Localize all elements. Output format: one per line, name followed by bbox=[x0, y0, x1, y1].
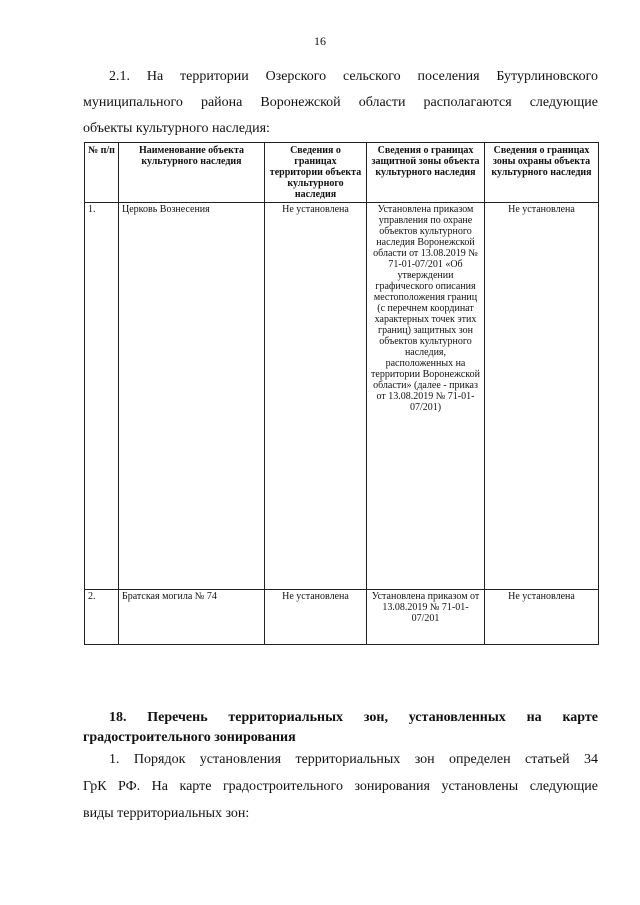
header-territory-boundaries: Сведения о границах территории объекта культурного наследия bbox=[265, 143, 367, 203]
cell-protective-zone: Установлена приказом управления по охране объектов культурного наследия Воронежской области от 13.08.2019 № 71-01-07/201 «Об утверждении графического описания местоположения границ (с перечнем координат характерных точек этих границ) защитных зон объектов культурного наследия, расположенных на территории Воронежской области» (далее - приказ от 13.08.2019 № 71-01-07/201) bbox=[367, 203, 485, 590]
intro-line: 2.1. На территории Озерского сельского поселения Бутурлиновского bbox=[109, 69, 598, 84]
cell-object-name: Церковь Вознесения bbox=[119, 203, 265, 590]
header-number: № п/п bbox=[85, 143, 119, 203]
cell-protective-zone: Установлена приказом от 13.08.2019 № 71-01-07/201 bbox=[367, 590, 485, 645]
section-title-line: 18. Перечень территориальных зон, установленных на карте bbox=[109, 710, 598, 725]
section-title bbox=[83, 708, 598, 748]
section-body-line: ГрК РФ. На карте градостроительного зонирования установлены следующие bbox=[83, 779, 598, 794]
page-number: 16 bbox=[314, 34, 326, 48]
cell-territory: Не установлена bbox=[265, 590, 367, 645]
intro-paragraph bbox=[83, 64, 598, 142]
cell-protection-zones: Не установлена bbox=[485, 590, 599, 645]
table-header-row bbox=[85, 143, 599, 203]
cell-object-name: Братская могила № 74 bbox=[119, 590, 265, 645]
section-body-paragraph bbox=[83, 746, 598, 827]
section-title-line: градостроительного зонирования bbox=[83, 730, 296, 745]
intro-line: объекты культурного наследия: bbox=[83, 121, 270, 136]
header-protection-zones: Сведения о границах зоны охраны объекта культурного наследия bbox=[485, 143, 599, 203]
table-row bbox=[85, 203, 599, 590]
section-body-line: 1. Порядок установления территориальных зон определен статьей 34 bbox=[109, 752, 598, 767]
cell-number: 2. bbox=[85, 590, 119, 645]
section-body-line: виды территориальных зон: bbox=[83, 806, 250, 821]
heritage-objects-table bbox=[84, 142, 599, 645]
cell-number: 1. bbox=[85, 203, 119, 590]
intro-line: муниципального района Воронежской области располагаются следующие bbox=[83, 95, 598, 110]
table-row bbox=[85, 590, 599, 645]
cell-territory: Не установлена bbox=[265, 203, 367, 590]
header-object-name: Наименование объекта культурного наследия bbox=[119, 143, 265, 203]
cell-protection-zones: Не установлена bbox=[485, 203, 599, 590]
header-protective-zone: Сведения о границах защитной зоны объекта культурного наследия bbox=[367, 143, 485, 203]
